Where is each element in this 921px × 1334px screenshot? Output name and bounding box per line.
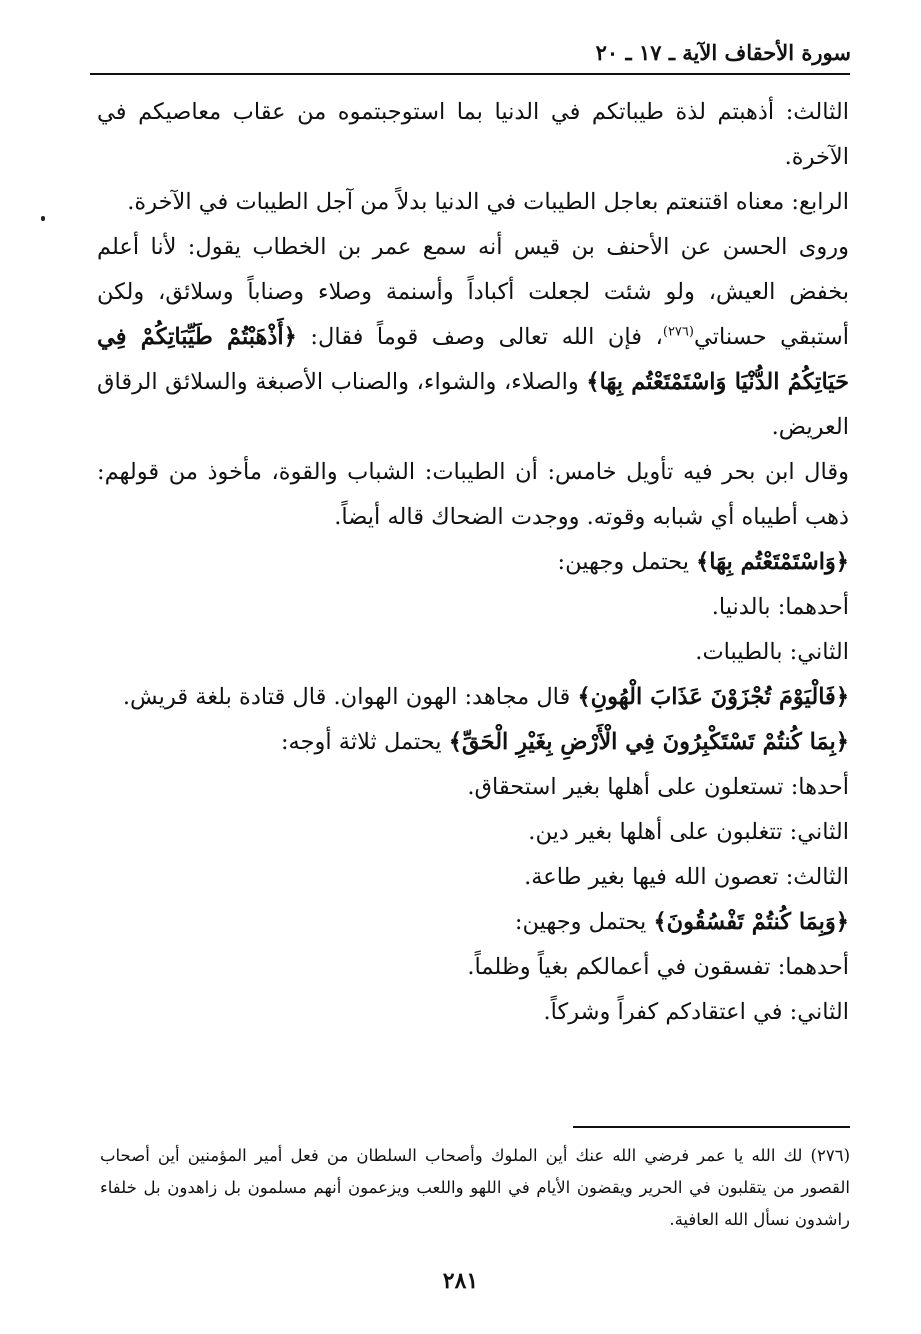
paragraph-text: والصلاء، والشواء، والصناب الأصبغة والسلائق الرقاق العريض.	[97, 369, 849, 440]
paragraph-text: الثالث: أذهبتم لذة طيباتكم في الدنيا بما استوجبتموه من عقاب معاصيكم في الآخرة.	[97, 99, 849, 170]
paragraph	[97, 540, 849, 585]
paragraph-text: وروى الحسن عن الأحنف بن قيس أنه سمع عمر بن الخطاب يقول: لأنا أعلم بخفض العيش، ولو شئت لجعلت أكباداً وأسنمة وصلاء وصناباً وسلائق، ولكن أستبقي حسناتي	[97, 234, 849, 350]
footnote-rule	[573, 1126, 850, 1128]
quran-quote: ﴿بِمَا كُنتُمْ تَسْتَكْبِرُونَ فِي الْأَرْضِ بِغَيْرِ الْحَقِّ﴾	[448, 729, 849, 755]
footnote-paragraph	[100, 1140, 850, 1236]
paragraph	[97, 585, 849, 630]
paragraph	[97, 765, 849, 810]
paragraph-text: أحدهما: بالدنيا.	[711, 594, 849, 620]
quran-quote: ﴿وَاسْتَمْتَعْتُم بِهَا﴾	[696, 549, 849, 575]
quran-quote: ﴿أَذْهَبْتُمْ طَيِّبَاتِكُمْ فِي حَيَاتِكُمُ الدُّنْيَا وَاسْتَمْتَعْتُم بِهَا﴾	[97, 324, 849, 395]
paragraph-text: الثاني: تتغلبون على أهلها بغير دين.	[528, 819, 849, 845]
paragraph-text: يحتمل وجهين:	[514, 909, 654, 935]
paragraph	[97, 180, 849, 225]
paragraph-text: أحدها: تستعلون على أهلها بغير استحقاق.	[467, 774, 849, 800]
quran-quote: ﴿وَبِمَا كُنتُمْ تَفْسُقُونَ﴾	[653, 909, 849, 935]
paragraph-text: يحتمل ثلاثة أوجه:	[280, 729, 449, 755]
page-number: ٢٨١	[442, 1268, 479, 1294]
paragraph	[97, 90, 849, 180]
paragraph-text: أحدهما: تفسقون في أعمالكم بغياً وظلماً.	[467, 954, 849, 980]
paragraph-text: وقال ابن بحر فيه تأويل خامس: أن الطيبات: الشباب والقوة، مأخوذ من قولهم: ذهب أطيباه أي شبابه وقوته. ووجدت الضحاك قاله أيضاً.	[97, 459, 849, 530]
paragraph	[97, 990, 849, 1035]
quran-quote: ﴿فَالْيَوْمَ تُجْزَوْنَ عَذَابَ الْهُونِ﴾	[577, 684, 849, 710]
paragraph	[97, 675, 849, 720]
running-header	[95, 38, 851, 68]
paragraph-text: قال مجاهد: الهون الهوان. قال قتادة بلغة قريش.	[122, 684, 578, 710]
paragraph	[97, 225, 849, 450]
paragraph	[97, 630, 849, 675]
main-text	[97, 90, 849, 1035]
paragraph-text: الثالث: تعصون الله فيها بغير طاعة.	[524, 864, 849, 890]
paragraph-text: الثاني: بالطيبات.	[695, 639, 849, 665]
footnote-number: (٢٧٦)	[810, 1146, 850, 1165]
footnote	[100, 1140, 850, 1236]
footnote-reference: (٢٧٦)	[662, 324, 694, 340]
header-rule	[90, 73, 850, 75]
paragraph	[97, 810, 849, 855]
paragraph	[97, 720, 849, 765]
paragraph	[97, 855, 849, 900]
running-title: سورة الأحقاف الآية ـ ١٧ ـ ٢٠	[595, 40, 851, 65]
paragraph-text: الرابع: معناه اقتنعتم بعاجل الطيبات في الدنيا بدلاً من آجل الطيبات في الآخرة.	[127, 189, 849, 215]
paragraph-text: الثاني: في اعتقادكم كفراً وشركاً.	[543, 999, 849, 1025]
paragraph-text: يحتمل وجهين:	[557, 549, 697, 575]
paragraph-text: ، فإن الله تعالى وصف قوماً فقال:	[296, 324, 663, 350]
paragraph	[97, 450, 849, 540]
paragraph	[97, 900, 849, 945]
footnote-text: لك الله يا عمر فرضي الله عنك أين الملوك وأصحاب السلطان من فعل أمير المؤمنين أين أصحاب القصور من يتقلبون في الحرير ويقضون الأيام في اللهو واللعب ويزعمون أنهم مسلمون بل زاهدون بل خلفاء راشدون نسأل الله العافية.	[100, 1146, 850, 1229]
scan-speck	[41, 216, 45, 221]
paragraph	[97, 945, 849, 990]
